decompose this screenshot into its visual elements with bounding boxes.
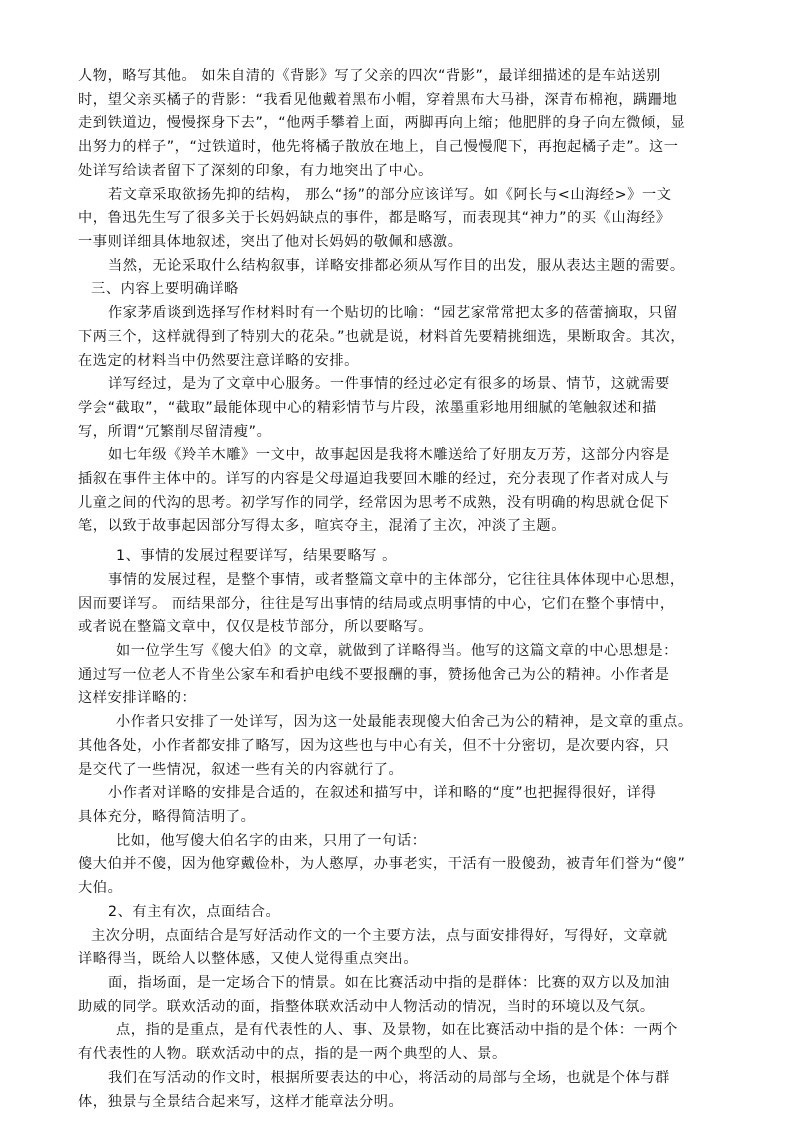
text-line: 人物，略写其他。 如朱自清的《背影》写了父亲的四次“背影”，最详细描述的是车站送别 — [78, 68, 661, 84]
text-line: 走到铁道边，慢慢探身下去”，“他两手攀着上面，两脚再向上缩；他肥胖的身子向左微倾，显 — [78, 115, 686, 131]
text-line: 主次分明，点面结合是写好活动作文的一个主要方法，点与面安排得好，写得好，文章就 — [91, 928, 668, 944]
text-line: 比如，他写傻大伯名字的由来，只用了一句话： — [116, 833, 427, 849]
text-line: 2、有主有次，点面结合。 — [108, 904, 281, 920]
text-line: 如一位学生写《傻大伯》的文章，就做到了详略得当。他写的这篇文章的中心思想是： — [116, 643, 678, 659]
text-line: 体，独景与全景结合起来写，这样才能章法分明。 — [78, 1094, 404, 1110]
text-line: 事情的发展过程，是整个事情，或者整篇文章中的主体部分，它往往具体体现中心思想， — [108, 572, 685, 588]
text-line: 具体充分，略得简洁明了。 — [78, 809, 256, 825]
text-line: 详略得当，既给人以整体感，又使人觉得重点突出。 — [78, 951, 419, 967]
text-line: 写，所谓“冗繁削尽留清瘦”。 — [78, 424, 272, 440]
text-line: 有代表性的人物。联欢活动中的点，指的是一两个典型的人、景。 — [78, 1046, 507, 1062]
text-line: 或者说在整篇文章中，仅仅是枝节部分，所以要略写。 — [78, 619, 433, 635]
text-line: 小作者对详略的安排是合适的，在叙述和描写中，详和略的“度”也把握得很好，详得 — [108, 785, 657, 801]
text-line: 是交代了一些情况，叙述一些有关的内容就行了。 — [78, 762, 404, 778]
text-line: 中，鲁迅先生写了很多关于长妈妈缺点的事件，都是略写，而表现其“神力”的买《山海经》 — [78, 210, 671, 226]
text-line: 处详写给读者留下了深刻的印象，有力地突出了中心。 — [78, 163, 433, 179]
text-line: 下两三个，这样就得到了特别大的花朵。”也就是说，材料首先要精挑细选，果断取舍。其次， — [78, 329, 686, 345]
text-line: 1、事情的发展过程要详写，结果要略写 。 — [116, 548, 397, 564]
text-line: 在选定的材料当中仍然要注意详略的安排。 — [78, 353, 359, 369]
text-line: 三、内容上要明确详略 — [91, 281, 239, 297]
text-line: 助威的同学。联欢活动的面，指整体联欢活动中人物活动的情况，当时的环境以及气氛。 — [78, 999, 655, 1015]
text-line: 傻大伯并不傻，因为他穿戴俭朴，为人憨厚，办事老实，干活有一股傻劲，被青年们誉为“傻” — [78, 856, 686, 872]
text-line: 出努力的样子”，“过铁道时，他先将橘子散放在地上，自己慢慢爬下，再抱起橘子走”。这一 — [78, 139, 679, 155]
text-line: 面，指场面，是一定场合下的情景。如在比赛活动中指的是群体：比赛的双方以及加油 — [108, 975, 670, 991]
text-line: 我们在写活动的作文时，根据所要表达的中心，将活动的局部与全场，也就是个体与群 — [108, 1070, 670, 1086]
text-line: 如七年级《羚羊木雕》一文中，故事起因是我将木雕送给了好朋友万芳，这部分内容是 — [108, 447, 670, 463]
text-line: 通过写一位老人不肯坐公家车和看护电线不要报酬的事，赞扬他舍己为公的精神。小作者是 — [78, 667, 670, 683]
text-line: 若文章采取欲扬先抑的结构， 那么“扬”的部分应该详写。如《阿长与<山海经>》一文 — [108, 187, 672, 203]
text-line: 这样安排详略的： — [78, 690, 197, 706]
text-line: 详写经过，是为了文章中心服务。一件事情的经过必定有很多的场景、情节，这就需要 — [108, 376, 670, 392]
text-line: 因而要详写。 而结果部分，往往是写出事情的结局或点明事情的中心，它们在整个事情中， — [78, 596, 675, 612]
text-line: 学会“截取”，“截取”最能体现中心的精彩情节与片段，浓墨重彩地用细腻的笔触叙述和描 — [78, 400, 657, 416]
text-line: 当然，无论采取什么结构叙事，详略安排都必须从写作目的出发，服从表达主题的需要。 — [108, 258, 685, 274]
text-line: 时，望父亲买橘子的背影：“我看见他戴着黑布小帽，穿着黑布大马褂，深青布棉袍，蹒跚地 — [78, 92, 678, 108]
text-line: 作家茅盾谈到选择写作材料时有一个贴切的比喻：“园艺家常常把太多的蓓蕾摘取，只留 — [108, 305, 678, 321]
text-line: 插叙在事件主体中的。详写的内容是父母逼迫我要回木雕的经过，充分表现了作者对成人与 — [78, 471, 670, 487]
text-line: 其他各处，小作者都安排了略写，因为这些也与中心有关，但不十分密切，是次要内容，只 — [78, 738, 670, 754]
text-line: 笔，以致于故事起因部分写得太多，喧宾夺主，混淆了主次，冲淡了主题。 — [78, 518, 566, 534]
text-line: 一事则详细具体地叙述，突出了他对长妈妈的敬佩和感激。 — [78, 234, 463, 250]
text-line: 小作者只安排了一处详写，因为这一处最能表现傻大伯舍己为公的精神，是文章的重点。 — [116, 714, 693, 730]
text-line: 大伯。 — [78, 880, 123, 896]
text-line: 点，指的是重点，是有代表性的人、事、及景物，如在比赛活动中指的是个体：一两个 — [116, 1022, 678, 1038]
text-line: 儿童之间的代沟的思考。初学写作的同学，经常因为思考不成熟，没有明确的构思就仓促下 — [78, 495, 670, 511]
